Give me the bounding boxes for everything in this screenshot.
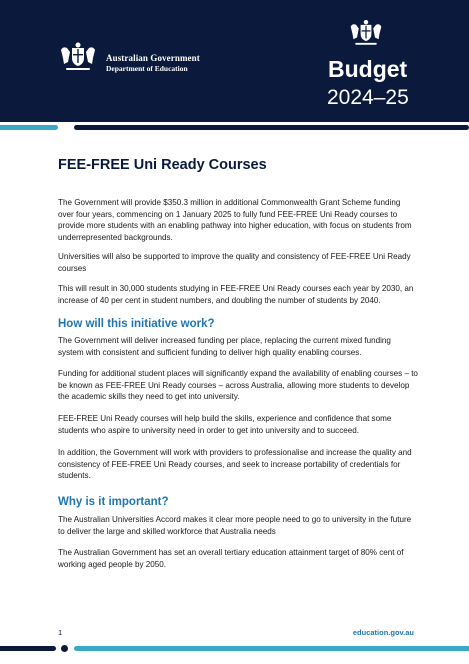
budget-year: 2024–25 bbox=[327, 86, 409, 109]
intro-paragraph: This will result in 30,000 students studying in FEE-FREE Uni Ready courses each year by 2030, an increase of 40 per cent in student numbers, and doubling the number of students by 2040. bbox=[58, 284, 414, 305]
coat-of-arms-icon bbox=[348, 17, 384, 49]
government-name: Australian Government bbox=[106, 53, 200, 63]
footer-stripe bbox=[0, 646, 469, 651]
page-number: 1 bbox=[58, 628, 63, 637]
coat-of-arms-icon bbox=[58, 40, 98, 74]
body-paragraph: The Government will deliver increased funding per place, replacing the current mixed funding system with consistent and sufficient funding to deliver high quality enabling courses. bbox=[58, 336, 391, 357]
department-name: Department of Education bbox=[106, 64, 188, 73]
body-paragraph: FEE-FREE Uni Ready courses will help build the skills, experience and confidence that some students who aspire to university need in order to get into university and to succeed. bbox=[58, 414, 392, 435]
section-heading: How will this initiative work? bbox=[58, 318, 215, 330]
website-link[interactable]: education.gov.au bbox=[352, 628, 414, 637]
budget-label: Budget bbox=[328, 56, 408, 82]
stripe-navy-segment bbox=[74, 125, 469, 130]
stripe-teal-segment bbox=[74, 646, 469, 651]
stripe-dot bbox=[61, 645, 68, 652]
header-banner bbox=[0, 0, 469, 122]
page-title: FEE-FREE Uni Ready Courses bbox=[58, 157, 267, 173]
header-divider-stripe bbox=[0, 125, 469, 130]
stripe-navy-segment bbox=[0, 646, 56, 651]
body-paragraph: In addition, the Government will work with providers to professionalise and increase the quality and consistency of FEE-FREE Uni Ready courses, and seek to increase portability of credentials for students. bbox=[58, 448, 412, 481]
stripe-dot bbox=[62, 124, 69, 131]
government-wordmark bbox=[106, 53, 200, 74]
intro-paragraph: The Government will provide $350.3 million in additional Commonwealth Grant Scheme funding over four years, commencing on 1 January 2025 to fully fund FEE-FREE Uni Ready courses to provide more students with an enabling pathway into higher education, with focus on students from underrepresented backgrounds. bbox=[58, 198, 412, 242]
stripe-teal-segment bbox=[0, 125, 58, 130]
body-paragraph: Funding for additional student places will significantly expand the availability of enabling courses – to be known as FEE-FREE Uni Ready courses – across Australia, allowing more students to develop the academic skills they need to get into university. bbox=[58, 369, 418, 402]
section-heading: Why is it important? bbox=[58, 496, 169, 508]
body-paragraph: The Australian Government has set an overall tertiary education attainment target of 80% cent of working aged people by 2050. bbox=[58, 548, 404, 569]
body-paragraph: The Australian Universities Accord makes it clear more people need to go to university in the future to deliver the large and skilled workforce that Australia needs bbox=[58, 515, 412, 536]
intro-paragraph: Universities will also be supported to improve the quality and consistency of FEE-FREE Uni Ready courses bbox=[58, 252, 411, 273]
